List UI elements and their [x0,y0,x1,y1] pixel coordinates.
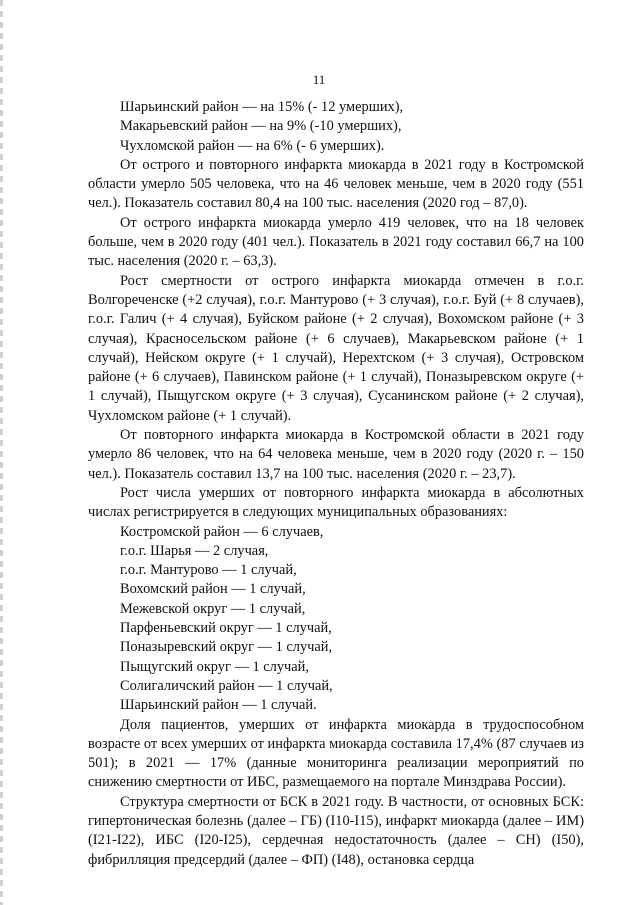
list-item: Поназыревский округ — 1 случай, [120,639,333,656]
list-item: Костромской район — 6 случаев, [120,523,324,540]
list-item: Шарьинский район — на 15% (- 12 умерших), [120,99,404,115]
list-item: Чухломской район — на 6% (- 6 умерших). [120,137,385,154]
list-item: Межевской округ — 1 случай, [120,600,306,617]
page-number: 11 [312,72,326,87]
paragraph: Доля пациентов, умерших от инфаркта миокарда в трудоспособном возрасте от всех умерших от инфаркта миокарда составила 17,4% (87 случаев из 501); в 2021 — 17% (данные мониторинга реализации мероприятий по снижению смертности от ИБС, размещаемого на портале Минздрава России). [88,716,584,791]
list-item: Вохомский район — 1 случай, [120,581,306,598]
paragraph: От повторного инфаркта миокарда в Костромской области в 2021 году умерло 86 человек, что на 64 человека меньше, чем в 2020 году (2020 г. – 150 чел.). Показатель составил 13,7 на 100 тыс. населения (2020 г. – 23,7). [88,427,584,482]
scan-binding-edge [0,0,3,905]
paragraph: Рост числа умерших от повторного инфаркта миокарда в абсолютных числах регистрируется в следующих муниципальных образованиях: [88,484,584,521]
list-item: Парфеньевский округ — 1 случай, [120,620,332,637]
list-item: г.о.г. Шарья — 2 случая, [120,542,269,559]
document-body [88,98,584,870]
list-item: Пыщугский округ — 1 случай, [120,658,309,675]
list-item: Макарьевский район — на 9% (-10 умерших), [120,118,402,135]
paragraph: От острого и повторного инфаркта миокарда в 2021 году в Костромской области умерло 505 человека, что на 46 человек меньше, чем в 2020 году (551 чел.). Показатель составил 80,4 на 100 тыс. населения (2020 год – 87,0). [88,156,584,212]
list-item: Шарьинский район — 1 случай. [120,697,317,714]
paragraph: Рост смертности от острого инфаркта миокарда отмечен в г.о.г. Волгореченске (+2 случая), г.о.г. Мантурово (+ 3 случая), г.о.г. Буй (+ 8 случаев), г.о.г. Галич (+ 4 случая), Буйском районе (+ 2 случая), Вохомском районе (+ 3 случая), Красносельском районе (+ 6 случаев), Макарьевском районе (+ 1 случай), Нейском округе (+ 1 случай), Нерехтском (+ 3 случая), Островском районе (+ 6 случаев), Павинском районе (+ 1 случай), Поназыревском округе (+ 1 случай), Пыщугском округе (+ 3 случая), Сусанинском районе (+ 2 случая), Чухломском районе (+ 1 случай). [88,272,584,424]
paragraph: Структура смертности от БСК в 2021 году. В частности, от основных БСК: гипертоническая болезнь (далее – ГБ) (I10-I15), инфаркт миокарда (далее – ИМ) (I21-I22), ИБС (I20-I25), сердечная недостаточность (далее – СН) (I50), фибрилляция предсердий (далее – ФП) (I48), остановка сердца [88,793,584,868]
list-item: Солигаличский район — 1 случай, [120,677,333,694]
paragraph: От острого инфаркта миокарда умерло 419 человек, что на 18 человек больше, чем в 2020 году (401 чел.). Показатель в 2021 году составил 66,7 на 100 тыс. населения (2020 г. – 63,3). [88,214,584,270]
list-item: г.о.г. Мантурово — 1 случай, [120,562,297,579]
